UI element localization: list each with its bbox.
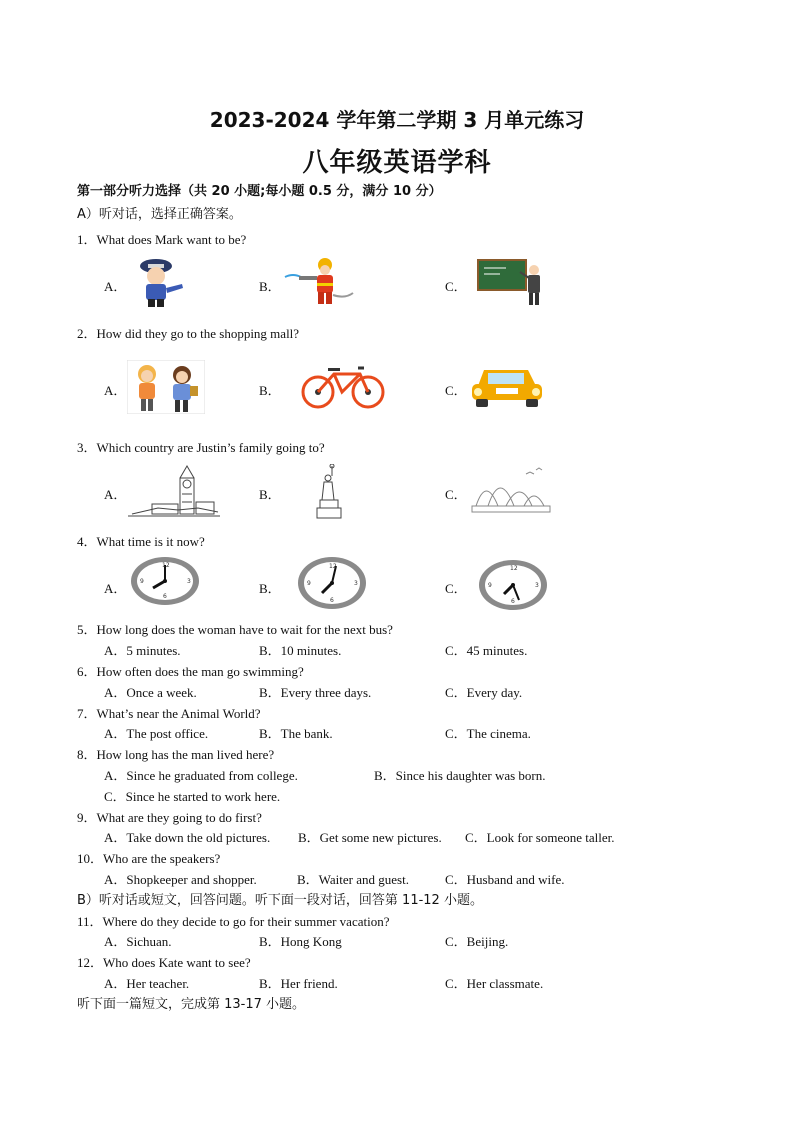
svg-text:9: 9 <box>488 582 492 589</box>
q10-option-a: A．Shopkeeper and shopper. <box>104 872 257 887</box>
q8-option-c: C．Since he started to work here. <box>104 789 281 804</box>
svg-text:6: 6 <box>511 598 515 605</box>
question-1: 1．What does Mark want to be? <box>77 232 247 247</box>
q3-option-b-label: B． <box>259 487 281 502</box>
question-8: 8．How long has the man lived here? <box>77 747 275 762</box>
teacher-blackboard-icon <box>476 258 548 308</box>
big-ben-icon <box>128 464 220 520</box>
q8-option-b: B．Since his daughter was born. <box>374 768 546 783</box>
question-9: 9．What are they going to do first? <box>77 810 262 825</box>
q1-option-a-label: A． <box>104 279 127 294</box>
section-b-instruction: B）听对话或短文，回答问题。听下面一段对话，回答第 11-12 小题。 <box>77 893 483 908</box>
svg-text:9: 9 <box>140 578 144 585</box>
q6-option-b: B．Every three days. <box>259 685 372 700</box>
q1-option-c-label: C． <box>445 279 467 294</box>
svg-text:6: 6 <box>330 597 334 604</box>
question-2: 2．How did they go to the shopping mall? <box>77 326 300 341</box>
exam-title: 2023-2024 学年第二学期 3 月单元练习 <box>209 108 585 132</box>
q11-option-c: C．Beijing. <box>445 934 509 949</box>
part1-heading: 第一部分听力选择（共 20 小题;每小题 0.5 分，满分 10 分） <box>77 184 442 199</box>
section-a-instruction: A）听对话，选择正确答案。 <box>77 207 242 222</box>
question-12: 12．Who does Kate want to see? <box>77 955 251 970</box>
q12-option-b: B．Her friend. <box>259 976 338 991</box>
question-5: 5．How long does the woman have to wait for the next bus? <box>77 622 393 637</box>
q10-option-c: C．Husband and wife. <box>445 872 565 887</box>
q7-option-a: A．The post office. <box>104 726 209 741</box>
q8-option-a: A．Since he graduated from college. <box>104 768 298 783</box>
clock-b-icon <box>296 555 368 611</box>
q2-option-a-label: A． <box>104 383 127 398</box>
statue-of-liberty-icon <box>314 464 344 520</box>
clock-a-icon <box>129 555 201 607</box>
q2-option-b-label: B． <box>259 383 281 398</box>
question-6: 6．How often does the man go swimming? <box>77 664 304 679</box>
q5-option-a: A．5 minutes. <box>104 643 181 658</box>
firefighter-icon <box>283 255 355 307</box>
q5-option-b: B．10 minutes. <box>259 643 342 658</box>
walking-children-icon <box>127 360 205 414</box>
svg-text:9: 9 <box>307 580 311 587</box>
svg-text:12: 12 <box>510 565 518 572</box>
q1-option-b-label: B． <box>259 279 281 294</box>
passage-instruction: 听下面一篇短文，完成第 13-17 小题。 <box>77 997 306 1012</box>
q2-option-c-label: C． <box>445 383 467 398</box>
q3-option-a-label: A． <box>104 487 127 502</box>
police-officer-icon <box>126 256 188 308</box>
svg-text:6: 6 <box>163 593 167 600</box>
q5-option-c: C．45 minutes. <box>445 643 528 658</box>
svg-text:3: 3 <box>187 578 191 585</box>
q4-option-b-label: B． <box>259 581 281 596</box>
svg-text:12: 12 <box>162 562 170 569</box>
svg-text:12: 12 <box>329 563 337 570</box>
q9-option-b: B．Get some new pictures. <box>298 830 442 845</box>
q6-option-a: A．Once a week. <box>104 685 197 700</box>
bicycle-icon <box>300 364 386 410</box>
svg-text:3: 3 <box>535 582 539 589</box>
clock-c-icon <box>477 558 549 612</box>
q4-option-c-label: C． <box>445 581 467 596</box>
q11-option-a: A．Sichuan. <box>104 934 172 949</box>
question-3: 3．Which country are Justin’s family going to? <box>77 440 325 455</box>
q12-option-a: A．Her teacher. <box>104 976 190 991</box>
q7-option-b: B．The bank. <box>259 726 333 741</box>
q3-option-c-label: C． <box>445 487 467 502</box>
q4-option-a-label: A． <box>104 581 127 596</box>
q7-option-c: C．The cinema. <box>445 726 531 741</box>
q6-option-c: C．Every day. <box>445 685 523 700</box>
q9-option-a: A．Take down the old pictures. <box>104 830 271 845</box>
sydney-opera-house-icon <box>466 466 554 518</box>
question-7: 7．What’s near the Animal World? <box>77 706 261 721</box>
svg-text:3: 3 <box>354 580 358 587</box>
q12-option-c: C．Her classmate. <box>445 976 544 991</box>
q11-option-b: B．Hong Kong <box>259 934 342 949</box>
car-icon <box>470 362 544 408</box>
question-4: 4．What time is it now? <box>77 534 205 549</box>
exam-subject-title: 八年级英语学科 <box>302 148 492 178</box>
question-11: 11．Where do they decide to go for their summer vacation? <box>77 914 390 929</box>
question-10: 10．Who are the speakers? <box>77 851 221 866</box>
q9-option-c: C．Look for someone taller. <box>465 830 615 845</box>
q10-option-b: B．Waiter and guest. <box>297 872 409 887</box>
